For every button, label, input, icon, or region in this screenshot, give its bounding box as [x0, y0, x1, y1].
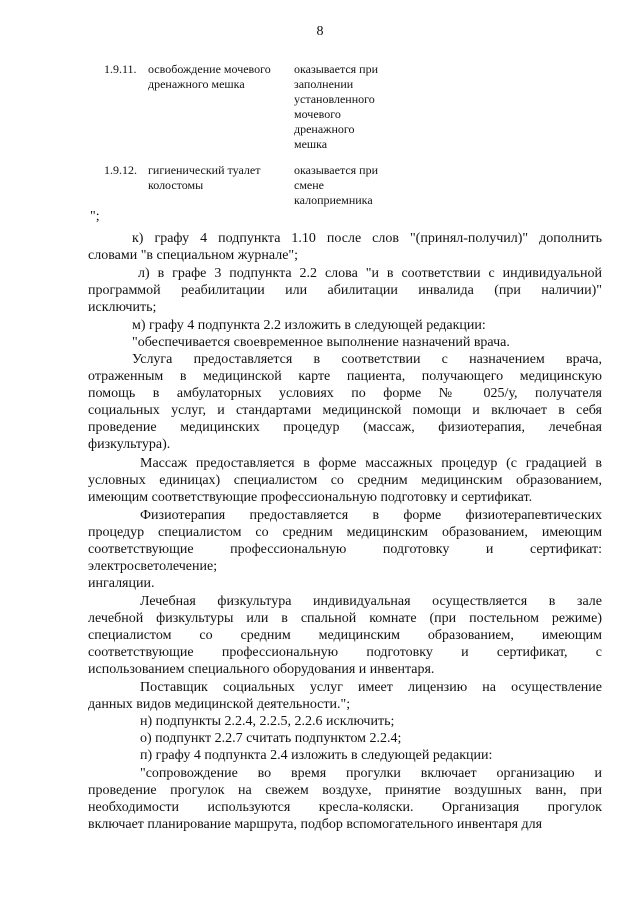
service-condition: оказывается при заполнении установленного мочевого дренажного мешка	[294, 62, 379, 151]
paragraph-line: "обеспечивается своевременное выполнение назначений врача.	[132, 335, 510, 350]
paragraph-m-quote	[88, 335, 602, 352]
paragraph-line: соответствующие профессиональную подготовку и сертификат, с	[88, 644, 602, 660]
paragraph-line: исключить;	[88, 299, 157, 315]
paragraph-line: проведение медицинских процедур (массаж, физиотерапия, лечебная	[88, 419, 602, 435]
paragraph-line: Физиотерапия предоставляется в форме физиотерапевтических	[140, 508, 602, 523]
paragraph-physio	[88, 508, 602, 593]
row-number: 1.9.12.	[104, 163, 137, 177]
service-name: освобождение мочевого дренажного мешка	[148, 62, 271, 91]
paragraph-line: имеющим соответствующие профессиональную подготовку и сертификат.	[88, 489, 533, 505]
paragraph-line: ингаляции.	[88, 575, 155, 591]
paragraph-line: необходимости используются кресла-коляски. Организация прогулок	[88, 799, 602, 815]
paragraph-line: к) графу 4 подпункта 1.10 после слов "(принял-получил)" дополнить	[132, 231, 602, 246]
paragraph-line: использованием специального оборудования и инвентаря.	[88, 661, 435, 677]
paragraph-line: включает планирование маршрута, подбор вспомогательного инвентаря для	[88, 816, 543, 832]
paragraph-o	[88, 731, 602, 748]
row-number: 1.9.11.	[104, 62, 137, 76]
paragraph-line: проведение прогулок на свежем воздухе, принятие воздушных ванн, при	[88, 782, 602, 798]
service-condition: оказывается при смене калоприемника	[294, 163, 379, 207]
paragraph-line: данных видов медицинской деятельности.";	[88, 696, 351, 712]
table-closing-quote: ";	[90, 209, 100, 224]
paragraph-line: Услуга предоставляется в соответствии с назначением врача,	[132, 352, 602, 367]
paragraph-line: Массаж предоставляется в форме массажных процедур (с градацией в	[140, 456, 602, 471]
paragraph-line: программой реабилитации или абилитации инвалида (при наличии)"	[88, 282, 602, 298]
paragraph-line: социальных услуг, и стандартами медицинской помощи и включает в себя	[88, 402, 602, 418]
paragraph-p	[88, 748, 602, 765]
paragraph-line: физкультура).	[88, 436, 171, 452]
paragraph-license	[88, 680, 602, 714]
paragraph-line: процедур специалистом со средним медицинским образованием, имеющим	[88, 524, 602, 540]
paragraph-line: лечебной физкультуры или в спальной комнате (при постельном режиме)	[88, 610, 602, 626]
paragraph-walk	[88, 766, 602, 834]
paragraph-line: условных единицах) специалистом со средним медицинским образованием,	[88, 472, 602, 488]
paragraph-line: н) подпункты 2.2.4, 2.2.5, 2.2.6 исключить;	[140, 714, 395, 729]
paragraph-line: Поставщик социальных услуг имеет лицензию на осуществление	[140, 680, 602, 695]
paragraph-line: специалистом со средним медицинским образованием, имеющим	[88, 627, 602, 643]
paragraph-l	[88, 266, 602, 317]
paragraph-massage	[88, 456, 602, 507]
paragraph-line: о) подпункт 2.2.7 считать подпунктом 2.2.4;	[140, 731, 402, 746]
paragraph-n	[88, 714, 602, 731]
paragraph-line: м) графу 4 подпункта 2.2 изложить в следующей редакции:	[132, 318, 486, 333]
paragraph-line: соответствующие профессиональную подготовку и сертификат:	[88, 541, 602, 557]
paragraph-m	[88, 318, 602, 335]
paragraph-line: л) в графе 3 подпункта 2.2 слова "и в соответствии с индивидуальной	[138, 266, 602, 281]
paragraph-line: словами "в специальном журнале";	[88, 247, 299, 263]
paragraph-line: п) графу 4 подпункта 2.4 изложить в следующей редакции:	[140, 748, 493, 763]
paragraph-k	[88, 231, 602, 265]
paragraph-line: отраженным в медицинской карте пациента, получающего медицинскую	[88, 368, 602, 384]
page-number: 8	[316, 24, 324, 39]
paragraph-service	[88, 352, 602, 453]
paragraph-line: "сопровождение во время прогулки включает организацию и	[140, 766, 602, 781]
paragraph-lfk	[88, 594, 602, 679]
service-name: гигиенический туалет колостомы	[148, 163, 261, 192]
paragraph-line: Лечебная физкультура индивидуальная осуществляется в зале	[140, 594, 602, 609]
paragraph-line: электросветолечение;	[88, 558, 218, 574]
paragraph-line: помощь в амбулаторных условиях по форме № 025/у, получателя	[88, 385, 602, 401]
